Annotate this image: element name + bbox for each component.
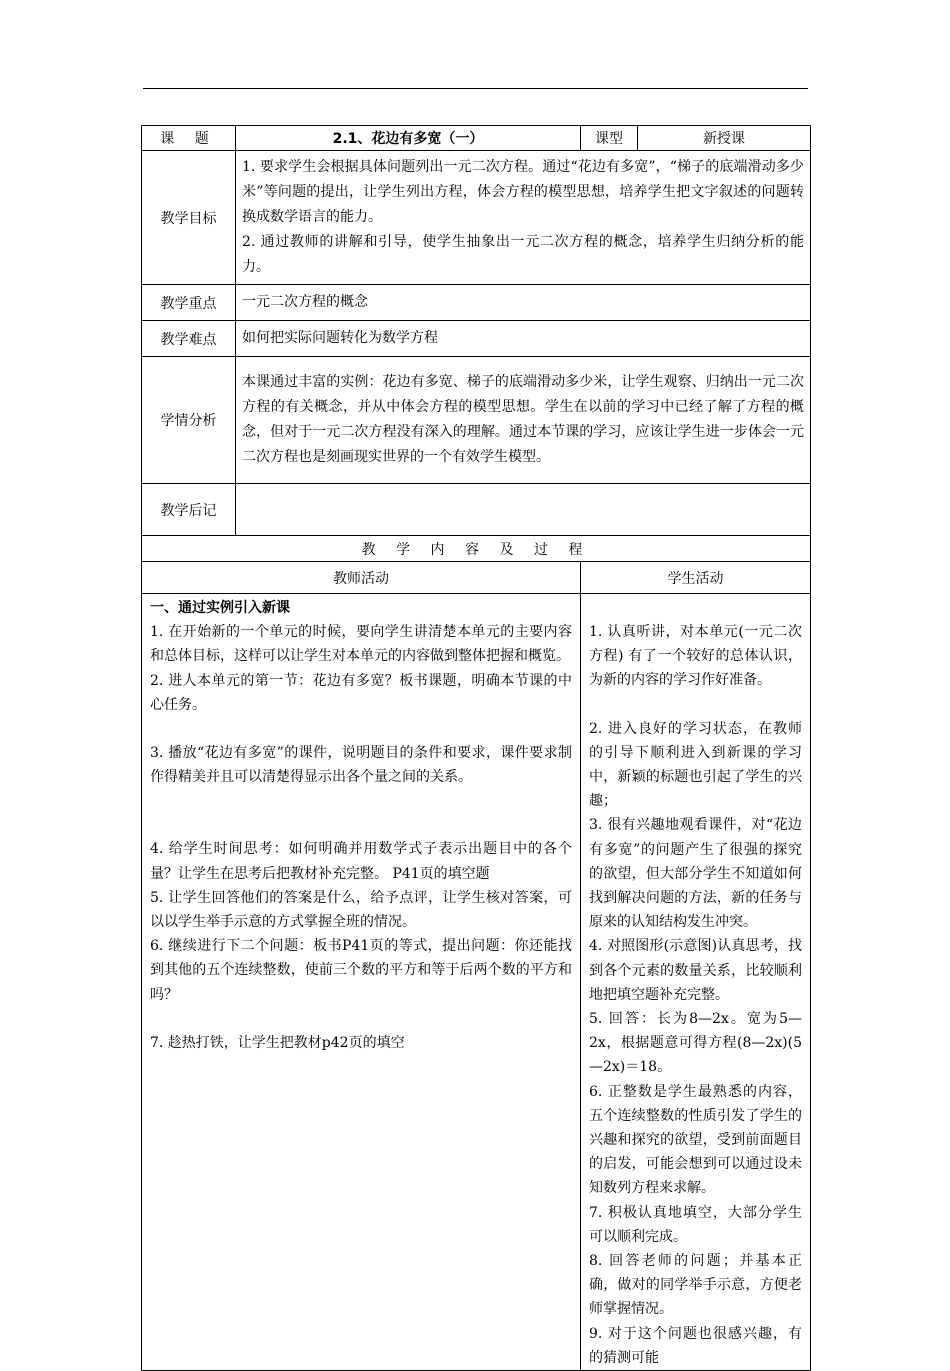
section-title: 一、通过实例引入新课 xyxy=(150,600,290,616)
process-title: 教 学 内 容 及 过 程 xyxy=(142,536,811,562)
analysis-row xyxy=(142,357,811,484)
activity-body-row xyxy=(142,594,811,1371)
reflection-label: 教学后记 xyxy=(142,484,236,536)
lesson-plan-table xyxy=(141,125,811,1371)
student-step: 5. 回答：长为8—2x。宽为5—2x，根据题意可得方程(8—2x)(5—2x)＝18。 xyxy=(589,1011,802,1076)
teacher-activity-header: 教师活动 xyxy=(142,562,581,594)
student-step: 2. 进入良好的学习状态，在教师的引导下顺利进入到新课的学习中，新颖的标题也引起了学生的兴趣； xyxy=(589,720,802,810)
header-rule xyxy=(143,88,808,89)
key-point-label: 教学重点 xyxy=(142,285,236,321)
student-activity-header: 学生活动 xyxy=(581,562,811,594)
objective-item: 2. 通过教师的讲解和引导，使学生抽象出一元二次方程的概念，培养学生归纳分析的能力。 xyxy=(242,234,804,275)
difficulty-row xyxy=(142,321,811,357)
teacher-step: 7. 趁热打铁，让学生把教材p42页的填空 xyxy=(150,1034,405,1051)
objectives-label: 教学目标 xyxy=(142,151,236,285)
teacher-step: 1. 在开始新的一个单元的时候，要向学生讲清楚本单元的主要内容和总体目标，这样可以让学生对本单元的内容做到整体把握和概览。 xyxy=(150,624,572,665)
key-point-content: 一元二次方程的概念 xyxy=(236,285,811,321)
process-title-row xyxy=(142,536,811,562)
objectives-content xyxy=(236,151,811,285)
teacher-step: 2. 进人本单元的第一节：花边有多宽？板书课题，明确本节课的中心任务。 xyxy=(150,672,572,713)
activity-header-row xyxy=(142,562,811,594)
teacher-step: 3. 播放“花边有多宽”的课件，说明题目的条件和要求，课件要求制作得精美并且可以清楚得显示出各个量之间的关系。 xyxy=(150,745,572,786)
student-activity-column xyxy=(581,594,811,1371)
student-step: 8. 回答老师的问题；并基本正确，做对的同学举手示意，方便老师掌握情况。 xyxy=(589,1253,802,1318)
student-step: 9. 对于这个问题也很感兴趣，有的猜测可能 xyxy=(589,1325,802,1366)
lesson-title: 2.1、花边有多宽（一） xyxy=(236,126,581,151)
analysis-content: 本课通过丰富的实例：花边有多宽、梯子的底端滑动多少米，让学生观察、归纳出一元二次方程的有关概念，并从中体会方程的模型思想。学生在以前的学习中已经了解了方程的概念，但对于一元二次方程没有深入的理解。通过本节课的学习，应该让学生进一步体会一元二次方程也是刻画现实世界的一个有效学生模型。 xyxy=(236,357,811,484)
teacher-step: 4. 给学生时间思考：如何明确并用数学式子表示出题目中的各个量？让学生在思考后把教材补充完整。 P41页的填空题 xyxy=(150,841,572,882)
subject-label: 课 题 xyxy=(142,126,236,151)
difficulty-label: 教学难点 xyxy=(142,321,236,357)
student-step: 6. 正整数是学生最熟悉的内容，五个连续整数的性质引发了学生的兴趣和探究的欲望，受到前面题目的启发，可能会想到可以通过设未知数列方程来求解。 xyxy=(589,1083,802,1197)
teacher-activity-column xyxy=(142,594,581,1371)
reflection-row xyxy=(142,484,811,536)
type-value: 新授课 xyxy=(638,126,811,151)
objective-item: 1. 要求学生会根据具体问题列出一元二次方程。通过“花边有多宽”，“梯子的底端滑动多少米”等问题的提出，让学生列出方程，体会方程的模型思想，培养学生把文字叙述的问题转换成数学语言的能力。 xyxy=(242,159,804,225)
difficulty-content: 如何把实际问题转化为数学方程 xyxy=(236,321,811,357)
student-step: 3. 很有兴趣地观看课件，对“花边有多宽”的问题产生了很强的探究的欲望，但大部分学生不知道如何找到解决问题的方法，新的任务与原来的认知结构发生冲突。 xyxy=(589,817,802,931)
key-point-row xyxy=(142,285,811,321)
objectives-row xyxy=(142,151,811,285)
title-row xyxy=(142,126,811,151)
type-label: 课型 xyxy=(581,126,638,151)
teacher-step: 5. 让学生回答他们的答案是什么，给予点评，让学生核对答案，可以以学生举手示意的方式掌握全班的情况。 xyxy=(150,889,572,931)
teacher-step: 6. 继续进行下二个问题：板书P41页的等式，提出问题：你还能找到其他的五个连续整数，使前三个数的平方和等于后两个数的平方和吗？ xyxy=(150,938,572,1003)
student-step: 4. 对照图形(示意图)认真思考，找到各个元素的数量关系，比较顺利地把填空题补充完整。 xyxy=(589,938,802,1003)
reflection-content xyxy=(236,484,811,536)
student-step: 7. 积极认真地填空，大部分学生可以顺利完成。 xyxy=(589,1204,802,1245)
analysis-label: 学情分析 xyxy=(142,357,236,484)
student-step: 1. 认真听讲，对本单元(一元二次方程) 有了一个较好的总体认识，为新的内容的学习作好准备。 xyxy=(589,624,802,689)
